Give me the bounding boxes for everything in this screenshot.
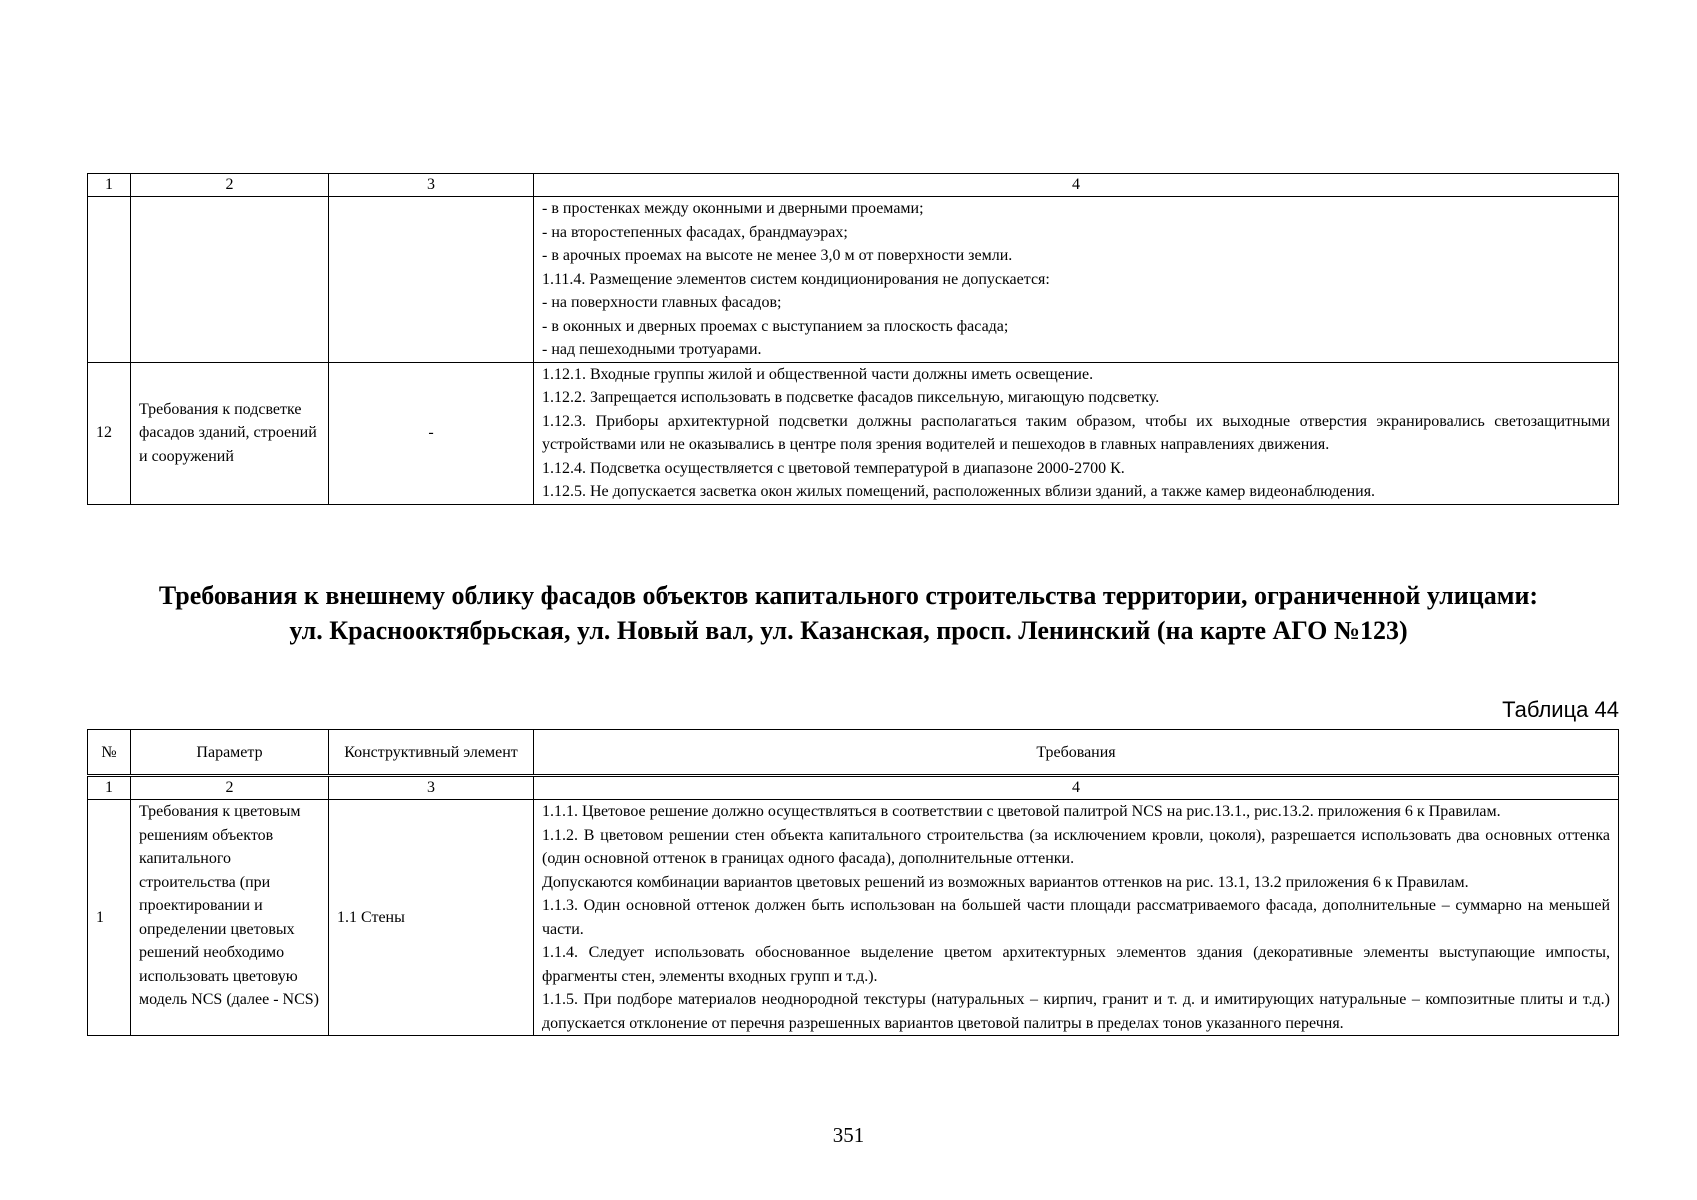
- table-row: [88, 800, 1619, 1036]
- table-row: [88, 197, 1619, 363]
- element-cell: -: [329, 362, 534, 504]
- requirement-line: 1.12.4. Подсветка осуществляется с цветовой температурой в диапазоне 2000-2700 К.: [542, 459, 1125, 477]
- requirement-line: - в простенках между оконными и дверными проемами;: [542, 200, 924, 217]
- column-number: 4: [534, 174, 1619, 197]
- heading-line: Требования к внешнему облику фасадов объектов капитального строительства территории, ограниченной улицами:: [158, 581, 1539, 610]
- requirement-line: 1.1.5. При подборе материалов неоднородной текстуры (натуральных – кирпич, гранит и т. д. и имитирующих натуральные – композитные плиты и т.д.) допускается отклонение от перечня разрешенных вариантов цветовой палитры в пределах тонов указанного перечня.: [542, 991, 1610, 1032]
- requirement-line: 1.12.3. Приборы архитектурной подсветки должны располагаться таким образом, чтобы их выходные отверстия экранировались светозащитными устройствами или не оказывались в центре поля зрения водителей и пешеходов в главных направлениях движения.: [542, 412, 1610, 453]
- column-number: 3: [329, 776, 534, 800]
- header-requirements: Требования: [534, 730, 1619, 776]
- column-number-row: [88, 776, 1619, 800]
- requirement-line: 1.12.1. Входные группы жилой и общественной части должны иметь освещение.: [542, 365, 1094, 383]
- header-row: [88, 730, 1619, 776]
- column-number: 3: [329, 174, 534, 197]
- requirement-line: 1.1.3. Один основной оттенок должен быть использован на большей части площади рассматриваемого фасада, дополнительные – суммарно на меньшей части.: [542, 897, 1610, 938]
- requirement-line: - на поверхности главных фасадов;: [542, 294, 782, 311]
- row-number: 12: [88, 362, 131, 504]
- column-number-row: [88, 174, 1619, 197]
- element-cell: 1.1 Стены: [329, 800, 534, 1036]
- requirements-cell: [534, 362, 1619, 504]
- requirements-cell: [534, 197, 1619, 363]
- requirement-line: 1.1.2. В цветовом решении стен объекта капитального строительства (за исключением кровли, цоколя), разрешается использовать два основных оттенка (один основной оттенок в границах одного фасада), дополнительные оттенки.: [542, 826, 1610, 867]
- column-number: 2: [131, 776, 329, 800]
- requirement-line: - над пешеходными тротуарами.: [542, 341, 762, 358]
- requirement-line: 1.1.1. Цветовое решение должно осуществляться в соответствии с цветовой палитрой NCS на рис.13.1., рис.13.2. приложения 6 к Правилам.: [542, 803, 1501, 820]
- table-label: Таблица 44: [1502, 697, 1619, 722]
- section-heading: [60, 578, 1637, 648]
- requirements-table: [87, 729, 1619, 1036]
- requirement-line: - в оконных и дверных проемах с выступанием за плоскость фасада;: [542, 317, 1009, 335]
- requirement-line: - в арочных проемах на высоте не менее 3,0 м от поверхности земли.: [542, 247, 1013, 264]
- requirement-line: 1.12.5. Не допускается засветка окон жилых помещений, расположенных вблизи зданий, а также камер видеонаблюдения.: [542, 483, 1376, 500]
- header-parameter: Параметр: [131, 730, 329, 776]
- header-number: №: [88, 730, 131, 776]
- parameter-cell: Требования к цветовым решениям объектов капитального строительства (при проектировании и определении цветовых решений необходимо использовать цветовую модель NCS (далее - NCS): [131, 800, 329, 1036]
- column-number: 4: [534, 776, 1619, 800]
- table-row: [88, 362, 1619, 504]
- requirement-line: 1.12.2. Запрещается использовать в подсветке фасадов пиксельную, мигающую подсветку.: [542, 389, 1160, 406]
- requirements-cell: [534, 800, 1619, 1036]
- heading-line: ул. Краснооктябрьская, ул. Новый вал, ул. Казанская, просп. Ленинский (на карте АГО №123): [289, 616, 1408, 645]
- column-number: 2: [131, 174, 329, 197]
- requirement-line: Допускаются комбинации вариантов цветовых решений из возможных вариантов оттенков на рис. 13.1, 13.2 приложения 6 к Правилам.: [542, 873, 1469, 891]
- row-number: 1: [88, 800, 131, 1036]
- page-number: 351: [832, 1123, 865, 1147]
- requirement-line: 1.11.4. Размещение элементов систем кондиционирования не допускается:: [542, 270, 1050, 288]
- column-number: 1: [88, 174, 131, 197]
- header-element: Конструктивный элемент: [329, 730, 534, 776]
- requirement-line: 1.1.4. Следует использовать обоснованное выделение цветом архитектурных элементов здания (декоративные элементы выступающие импосты, фрагменты стен, элементы входных групп и т.д.).: [542, 944, 1610, 985]
- requirement-line: - на второстепенных фасадах, брандмауэрах;: [542, 223, 848, 241]
- continuation-table: [87, 173, 1619, 505]
- parameter-cell: Требования к подсветке фасадов зданий, строений и сооружений: [131, 362, 329, 504]
- column-number: 1: [88, 776, 131, 800]
